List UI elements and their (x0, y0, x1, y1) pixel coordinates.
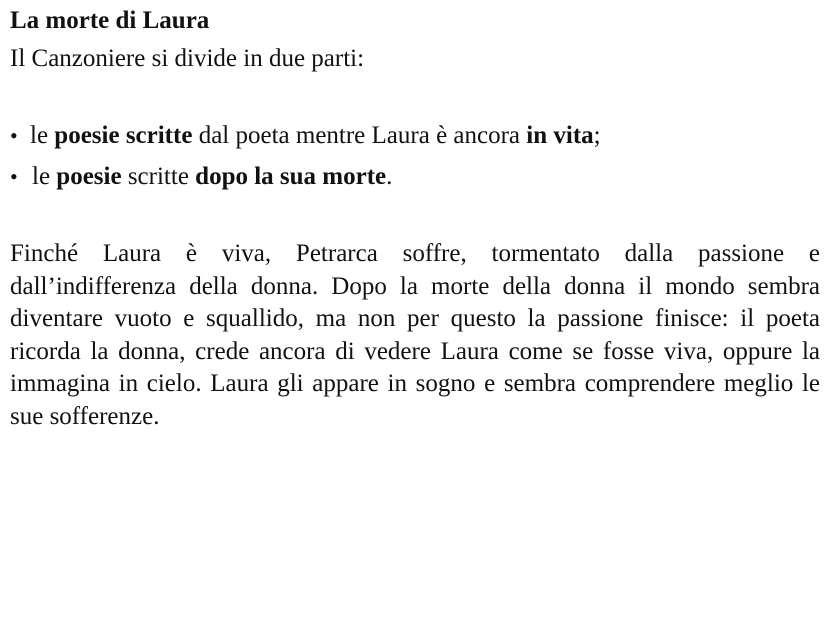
body-paragraph: Finché Laura è viva, Petrarca soffre, tormentato dalla passione e dall’indifferenza della donna. Dopo la morte della donna il mondo sembra diventare vuoto e squallido, ma non per questo la passione finisce: il poeta ricorda la donna, crede ancora di vedere Laura come se fosse viva, oppure la immagina in cielo. Laura gli appare in sogno e sembra comprendere meglio le sue sofferenze. (10, 240, 820, 430)
bullet-text: dal poeta mentre Laura è ancora (192, 122, 527, 149)
intro-text: Il Canzoniere si divide in due parti: (10, 45, 365, 72)
bullet-icon: • (10, 123, 18, 148)
slide-title: La morte di Laura (10, 7, 210, 34)
bullet-bold-text: poesie (56, 163, 122, 190)
bullet-bold-text: dopo la sua morte (195, 163, 387, 190)
bullet-list (10, 121, 601, 203)
bullet-item-2 (10, 162, 601, 192)
bullet-bold-text: in vita (526, 122, 594, 149)
bullet-item-1 (10, 121, 601, 151)
bullet-text: ; (593, 122, 601, 149)
bullet-text: le (32, 163, 57, 190)
bullet-text: le (30, 122, 55, 149)
bullet-bold-text: poesie scritte (54, 122, 193, 149)
bullet-icon: • (10, 164, 18, 189)
bullet-text: . (386, 163, 393, 190)
bullet-text: scritte (121, 163, 196, 190)
